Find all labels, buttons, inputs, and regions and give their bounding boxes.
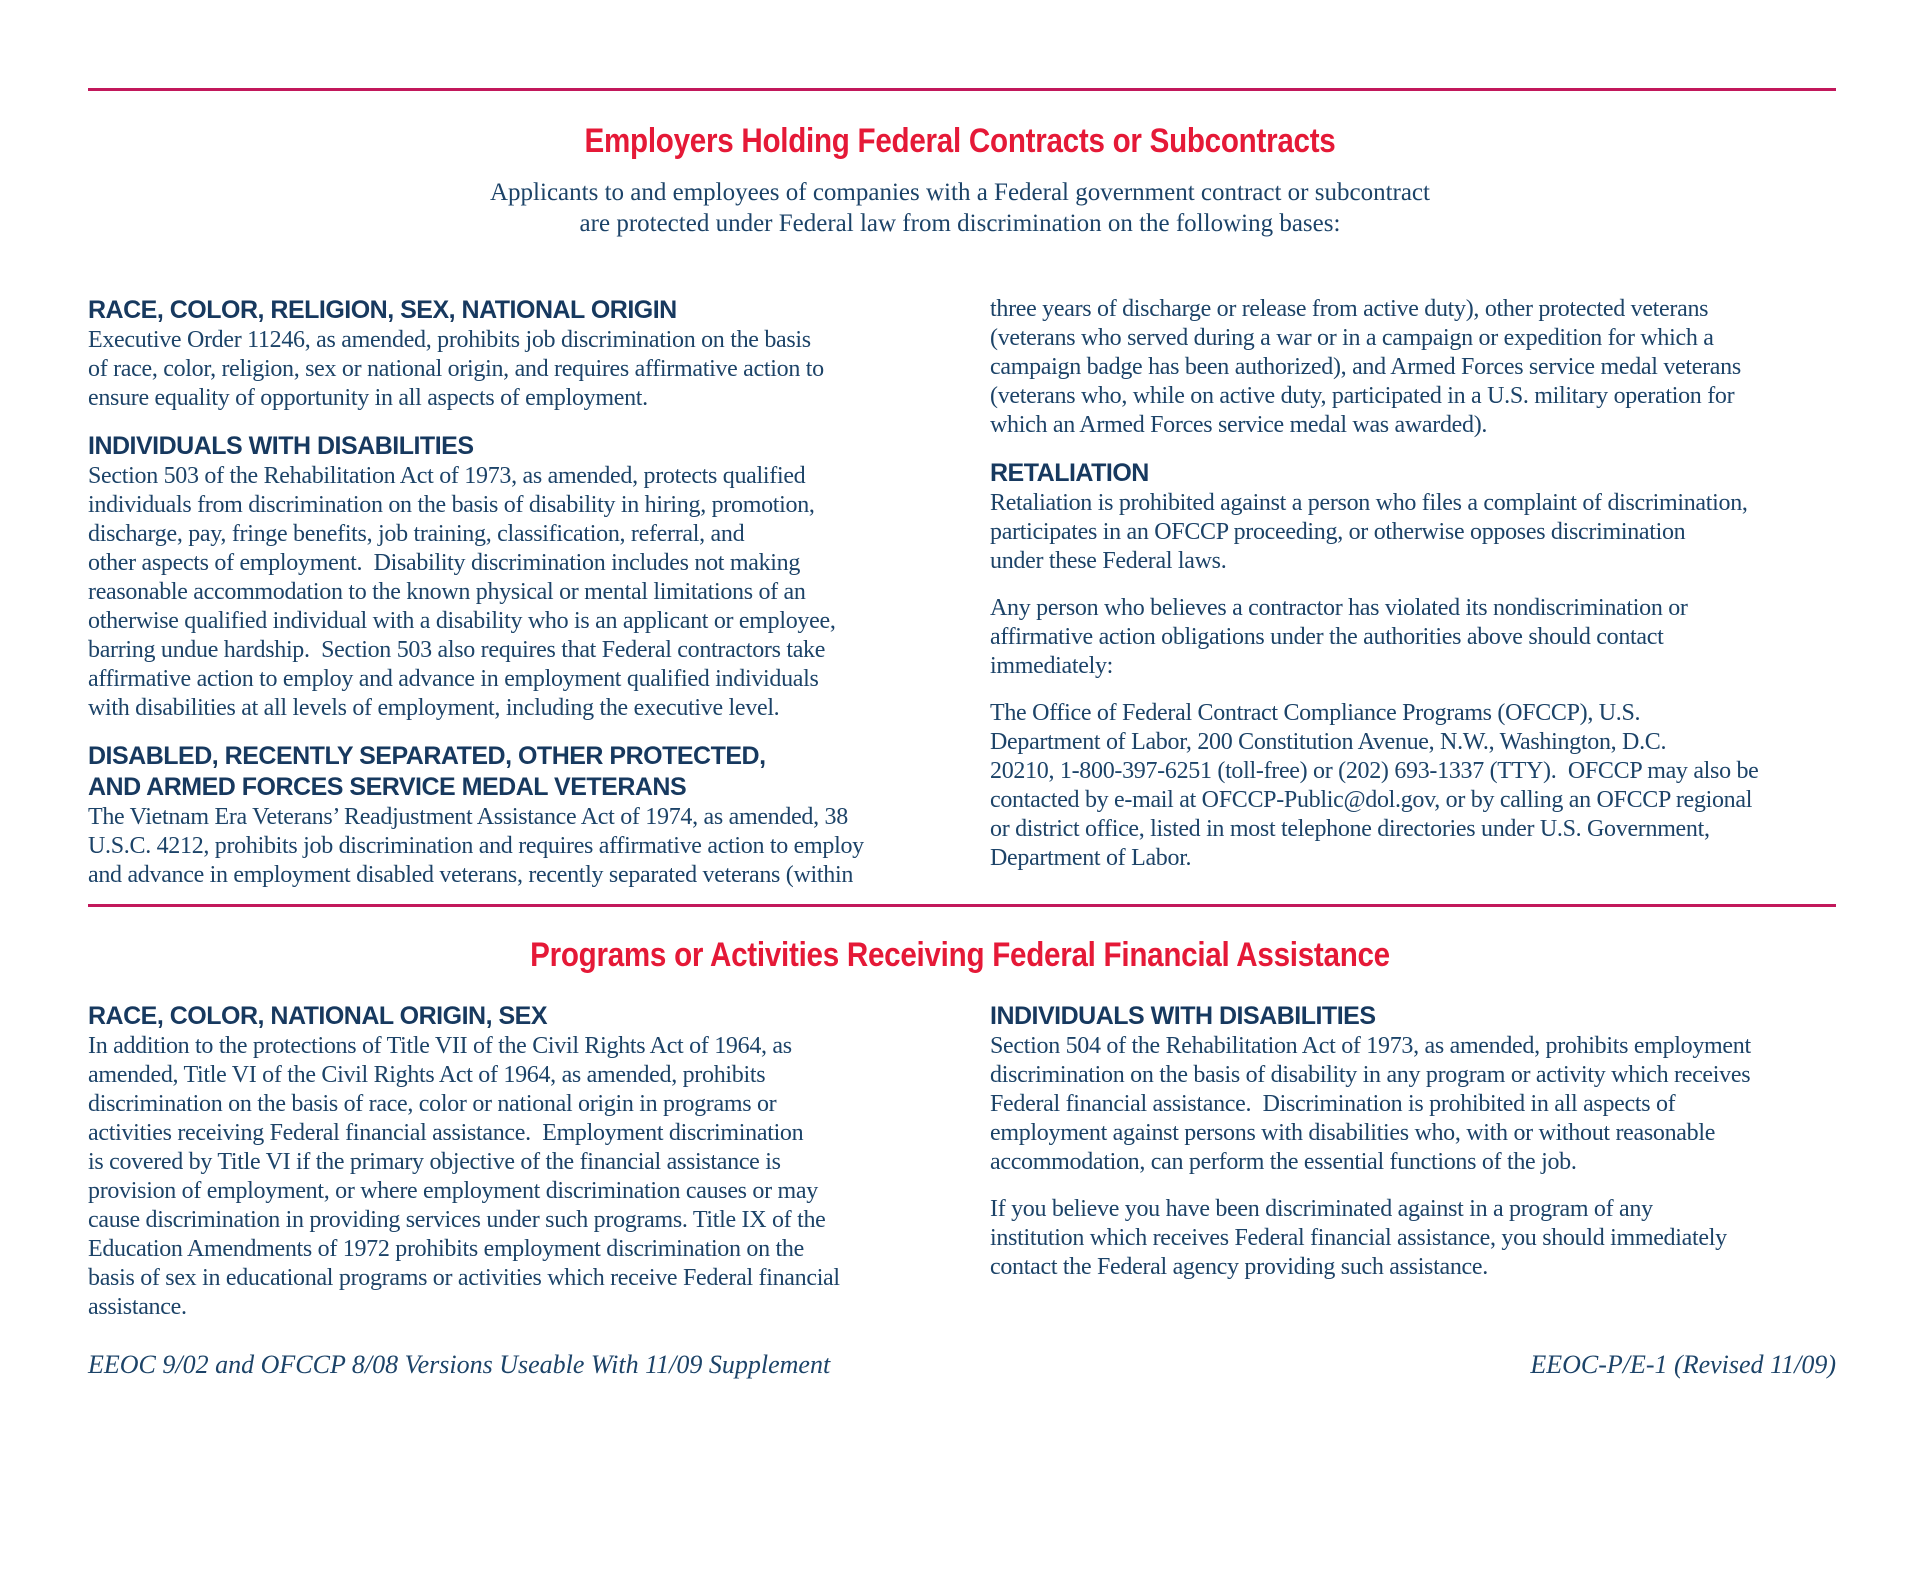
footer-right-note: EEOC-P/E-1 (Revised 11/09) xyxy=(1530,1350,1836,1379)
body-text-line: barring undue hardship. Section 503 also requires that Federal contractors take xyxy=(88,637,826,663)
column-heading: RACE, COLOR, RELIGION, SEX, NATIONAL ORIGIN xyxy=(88,296,677,324)
section2-columns xyxy=(0,1001,1920,1322)
body-text-line: activities receiving Federal financial assistance. Employment discrimination xyxy=(88,1120,804,1146)
body-text-line: discrimination on the basis of disability in any program or activity which receives xyxy=(990,1062,1751,1088)
section1-subtitle xyxy=(0,177,1920,239)
section-divider-top xyxy=(88,88,1836,91)
eeoc-poster-page xyxy=(0,88,1920,1381)
body-text-line: Section 504 of the Rehabilitation Act of 1973, as amended, prohibits employment xyxy=(990,1033,1751,1059)
body-text-line: affirmative action obligations under the authorities above should contact xyxy=(990,624,1664,650)
body-text-line: contacted by e-mail at OFCCP-Public@dol.gov, or by calling an OFCCP regional xyxy=(990,787,1753,813)
section2-right-column xyxy=(990,1001,1836,1322)
text-block xyxy=(88,295,934,413)
section2-title: Programs or Activities Receiving Federal Financial Assistance xyxy=(530,936,1390,974)
text-block xyxy=(990,699,1836,873)
body-text-line: individuals from discrimination on the basis of disability in hiring, promotion, xyxy=(88,492,815,518)
body-text-line: discrimination on the basis of race, color or national origin in programs or xyxy=(88,1091,777,1117)
body-text-line: otherwise qualified individual with a disability who is an applicant or employee, xyxy=(88,608,836,634)
body-text-line: The Office of Federal Contract Compliance Programs (OFCCP), U.S. xyxy=(990,700,1641,726)
section-divider-middle xyxy=(88,904,1836,907)
body-text-line: amended, Title VI of the Civil Rights Act of 1964, as amended, prohibits xyxy=(88,1062,766,1088)
body-text-line: Education Amendments of 1972 prohibits employment discrimination on the xyxy=(88,1236,804,1262)
body-text-line: Executive Order 11246, as amended, prohibits job discrimination on the basis xyxy=(88,327,811,353)
body-text-line: participates in an OFCCP proceeding, or otherwise opposes discrimination xyxy=(990,519,1686,545)
body-text-line: contact the Federal agency providing such assistance. xyxy=(990,1254,1488,1280)
body-text-line: (veterans who served during a war or in a campaign or expedition for which a xyxy=(990,325,1714,351)
body-text-line: In addition to the protections of Title VII of the Civil Rights Act of 1964, as xyxy=(88,1033,792,1059)
section1-title: Employers Holding Federal Contracts or Subcontracts xyxy=(584,122,1336,160)
body-text-line: with disabilities at all levels of employment, including the executive level. xyxy=(88,695,780,721)
body-text-line: cause discrimination in providing services under such programs. Title IX of the xyxy=(88,1207,826,1233)
body-text-line: Department of Labor, 200 Constitution Avenue, N.W., Washington, D.C. xyxy=(990,729,1667,755)
body-text-line: and advance in employment disabled veterans, recently separated veterans (within xyxy=(88,862,854,888)
section1-columns xyxy=(0,295,1920,890)
body-text-line: or district office, listed in most telephone directories under U.S. Government, xyxy=(990,816,1710,842)
section1-right-column xyxy=(990,295,1836,890)
body-text-line: Department of Labor. xyxy=(990,845,1192,871)
body-text-line: immediately: xyxy=(990,653,1114,679)
body-text-line: is covered by Title VI if the primary objective of the financial assistance is xyxy=(88,1149,781,1175)
body-text-line: institution which receives Federal financial assistance, you should immediately xyxy=(990,1225,1727,1251)
body-text-line: provision of employment, or where employment discrimination causes or may xyxy=(88,1178,818,1204)
column-heading: INDIVIDUALS WITH DISABILITIES xyxy=(88,432,474,460)
subtitle-line: Applicants to and employees of companies with a Federal government contract or subcontract xyxy=(490,179,1430,206)
body-text-line: Federal financial assistance. Discrimination is prohibited in all aspects of xyxy=(990,1091,1676,1117)
body-text-line: basis of sex in educational programs or activities which receive Federal financial xyxy=(88,1265,840,1291)
body-text-line: If you believe you have been discriminated against in a program of any xyxy=(990,1196,1653,1222)
subtitle-line: are protected under Federal law from discrimination on the following bases: xyxy=(579,210,1341,237)
body-text-line: U.S.C. 4212, prohibits job discrimination and requires affirmative action to employ xyxy=(88,833,864,859)
text-block xyxy=(990,1001,1836,1177)
section2-left-column xyxy=(88,1001,934,1322)
column-heading: DISABLED, RECENTLY SEPARATED, OTHER PROTECTED, xyxy=(88,742,766,770)
body-text-line: Any person who believes a contractor has violated its nondiscrimination or xyxy=(990,595,1688,621)
body-text-line: reasonable accommodation to the known physical or mental limitations of an xyxy=(88,579,806,605)
text-block xyxy=(990,295,1836,440)
body-text-line: affirmative action to employ and advance in employment qualified individuals xyxy=(88,666,819,692)
column-heading: RACE, COLOR, NATIONAL ORIGIN, SEX xyxy=(88,1002,547,1030)
body-text-line: of race, color, religion, sex or national origin, and requires affirmative action to xyxy=(88,356,824,382)
body-text-line: accommodation, can perform the essential functions of the job. xyxy=(990,1149,1577,1175)
footer-left-note: EEOC 9/02 and OFCCP 8/08 Versions Useable With 11/09 Supplement xyxy=(88,1350,831,1379)
body-text-line: other aspects of employment. Disability discrimination includes not making xyxy=(88,550,801,576)
body-text-line: ensure equality of opportunity in all aspects of employment. xyxy=(88,385,648,411)
body-text-line: discharge, pay, fringe benefits, job training, classification, referral, and xyxy=(88,521,745,547)
section1-left-column xyxy=(88,295,934,890)
text-block xyxy=(88,431,934,723)
text-block xyxy=(88,1001,934,1322)
body-text-line: three years of discharge or release from active duty), other protected veterans xyxy=(990,296,1709,322)
body-text-line: under these Federal laws. xyxy=(990,548,1227,574)
body-text-line: Section 503 of the Rehabilitation Act of 1973, as amended, protects qualified xyxy=(88,463,806,489)
body-text-line: campaign badge has been authorized), and Armed Forces service medal veterans xyxy=(990,354,1741,380)
body-text-line: Retaliation is prohibited against a person who files a complaint of discrimination, xyxy=(990,490,1748,516)
body-text-line: employment against persons with disabilities who, with or without reasonable xyxy=(990,1120,1716,1146)
body-text-line: which an Armed Forces service medal was awarded). xyxy=(990,412,1488,438)
body-text-line: (veterans who, while on active duty, participated in a U.S. military operation for xyxy=(990,383,1735,409)
text-block xyxy=(990,458,1836,576)
text-block xyxy=(990,1195,1836,1282)
column-heading: INDIVIDUALS WITH DISABILITIES xyxy=(990,1002,1376,1030)
body-text-line: 20210, 1-800-397-6251 (toll-free) or (202) 693-1337 (TTY). OFCCP may also be xyxy=(990,758,1759,784)
text-block xyxy=(88,741,934,890)
text-block xyxy=(990,594,1836,681)
column-heading: RETALIATION xyxy=(990,459,1149,487)
body-text-line: assistance. xyxy=(88,1294,187,1320)
column-heading: AND ARMED FORCES SERVICE MEDAL VETERANS xyxy=(88,773,687,801)
footer xyxy=(0,1349,1920,1381)
body-text-line: The Vietnam Era Veterans’ Readjustment Assistance Act of 1974, as amended, 38 xyxy=(88,804,848,830)
